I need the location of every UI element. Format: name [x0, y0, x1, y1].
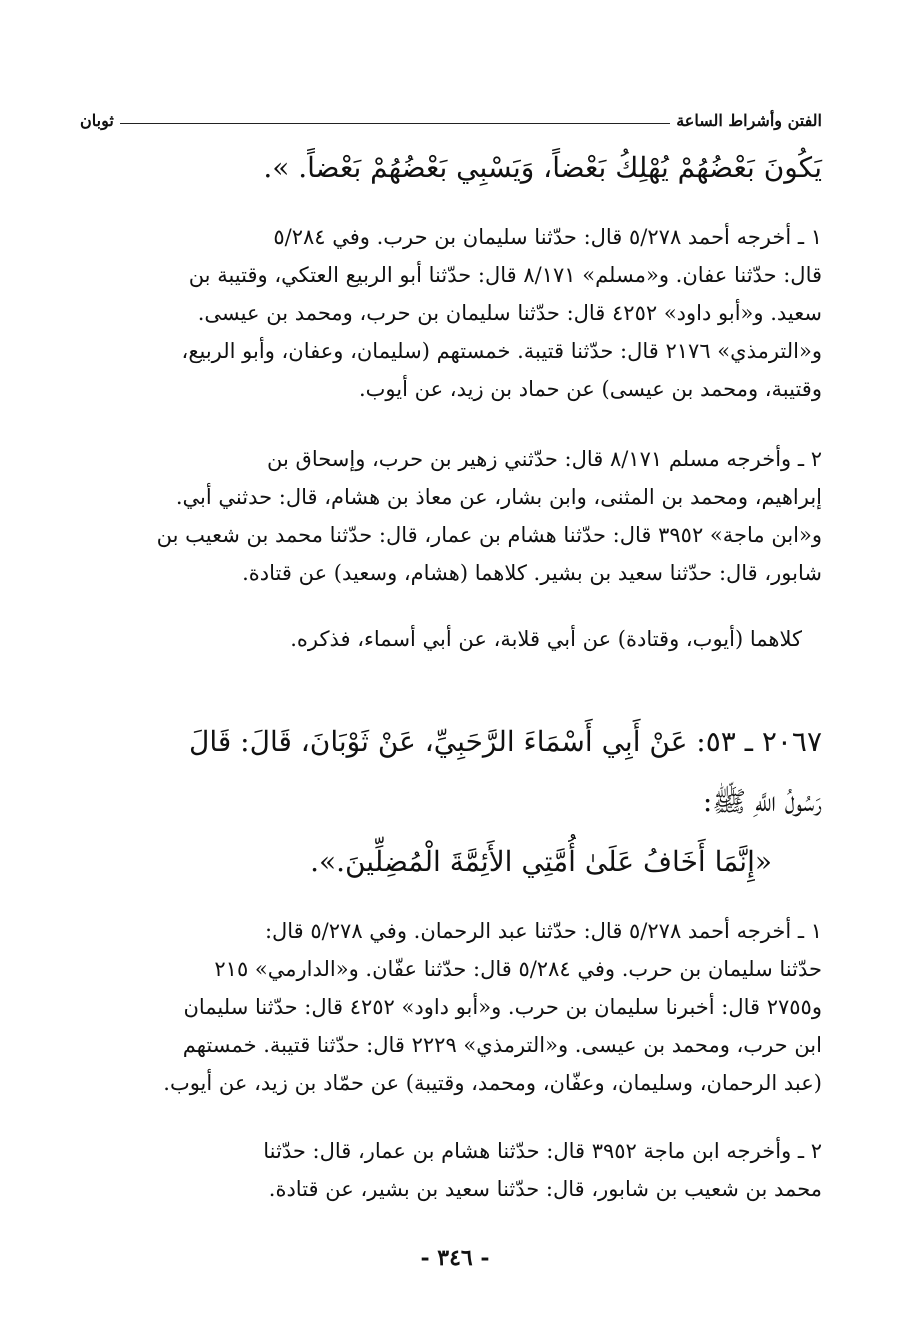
note-line: قال: حدّثنا عفان. و«مسلم» ٨/١٧١ قال: حدّثنا أبو الربيع العتكي، وقتيبة بن — [188, 263, 822, 287]
hadith-line: يَكُونَ بَعْضُهُمْ يُهْلِكُ بَعْضاً، وَيَسْبِي بَعْضُهُمْ بَعْضاً. ». — [263, 151, 822, 184]
hadith-2067 — [80, 712, 822, 892]
takhrij-note-3 — [80, 912, 822, 1102]
note-line: حدّثنا سليمان بن حرب. وفي ٥/٢٨٤ قال: حدّثنا عفّان. و«الدارمي» ٢١٥ — [214, 957, 822, 981]
takhrij-note-2 — [80, 440, 822, 592]
note-line: كلاهما (أيوب، وقتادة) عن أبي قلابة، عن أبي أسماء، فذكره. — [290, 627, 802, 651]
note-line: ١ ـ أخرجه أحمد ٥/٢٧٨ قال: حدّثنا سليمان بن حرب. وفي ٥/٢٨٤ — [273, 225, 822, 249]
page-number: - ٣٤٦ - — [420, 1245, 490, 1271]
note-line: و٢٧٥٥ قال: أخبرنا سليمان بن حرب. و«أبو داود» ٤٢٥٢ قال: حدّثنا سليمان — [183, 995, 822, 1019]
note-line: ١ ـ أخرجه أحمد ٥/٢٧٨ قال: حدّثنا عبد الرحمان. وفي ٥/٢٧٨ قال: — [264, 919, 822, 943]
hadith-matn-line: «إِنَّمَا أَخَافُ عَلَىٰ أُمَّتِي الأَئِمَّةَ الْمُضِلِّينَ.». — [310, 845, 772, 878]
takhrij-note-1 — [80, 218, 822, 408]
note-line: إبراهيم، ومحمد بن المثنى، وابن بشار، عن معاذ بن هشام، قال: حدثني أبي. — [175, 485, 822, 509]
note-line: شابور، قال: حدّثنا سعيد بن بشير. كلاهما (هشام، وسعيد) عن قتادة. — [242, 561, 822, 585]
note-line: وقتيبة، ومحمد بن عيسى) عن حماد بن زيد، عن أيوب. — [358, 377, 822, 401]
note-line: سعيد. و«أبو داود» ٤٢٥٢ قال: حدّثنا سليمان بن حرب، ومحمد بن عيسى. — [197, 301, 822, 325]
hadith-isnad-line: ٢٠٦٧ ـ ٥٣: عَنْ أَبِي أَسْمَاءَ الرَّحَبِيِّ، عَنْ ثَوْبَانَ، قَالَ: قَالَ — [189, 725, 822, 758]
header-rule — [120, 123, 670, 124]
header-section-title: الفتن وأشراط الساعة — [676, 111, 822, 130]
running-header — [80, 100, 822, 130]
note-line: و«ابن ماجة» ٣٩٥٢ قال: حدّثنا هشام بن عمار، قال: حدّثنا محمد بن شعيب بن — [156, 523, 822, 547]
note-line: و«الترمذي» ٢١٧٦ قال: حدّثنا قتيبة. خمستهم (سليمان، وعفان، وأبو الربيع، — [181, 339, 822, 363]
takhrij-note-summary — [80, 620, 822, 658]
note-line: (عبد الرحمان، وسليمان، وعفّان، ومحمد، وقتيبة) عن حمّاد بن زيد، عن أيوب. — [163, 1071, 822, 1095]
note-line: ٢ ـ وأخرجه ابن ماجة ٣٩٥٢ قال: حدّثنا هشام بن عمار، قال: حدّثنا — [263, 1139, 822, 1163]
note-line: محمد بن شعيب بن شابور، قال: حدّثنا سعيد بن بشير، عن قتادة. — [268, 1177, 822, 1201]
hadith-continuation — [80, 138, 822, 198]
header-narrator: ثوبان — [80, 111, 114, 130]
note-line: ابن حرب، ومحمد بن عيسى. و«الترمذي» ٢٢٢٩ قال: حدّثنا قتيبة. خمستهم — [182, 1033, 822, 1057]
takhrij-note-4 — [80, 1132, 822, 1208]
hadith-isnad-line: رَسُولُ اللَّهِ ﷺ: — [702, 785, 822, 818]
note-line: ٢ ـ وأخرجه مسلم ٨/١٧١ قال: حدّثني زهير بن حرب، وإسحاق بن — [267, 447, 822, 471]
